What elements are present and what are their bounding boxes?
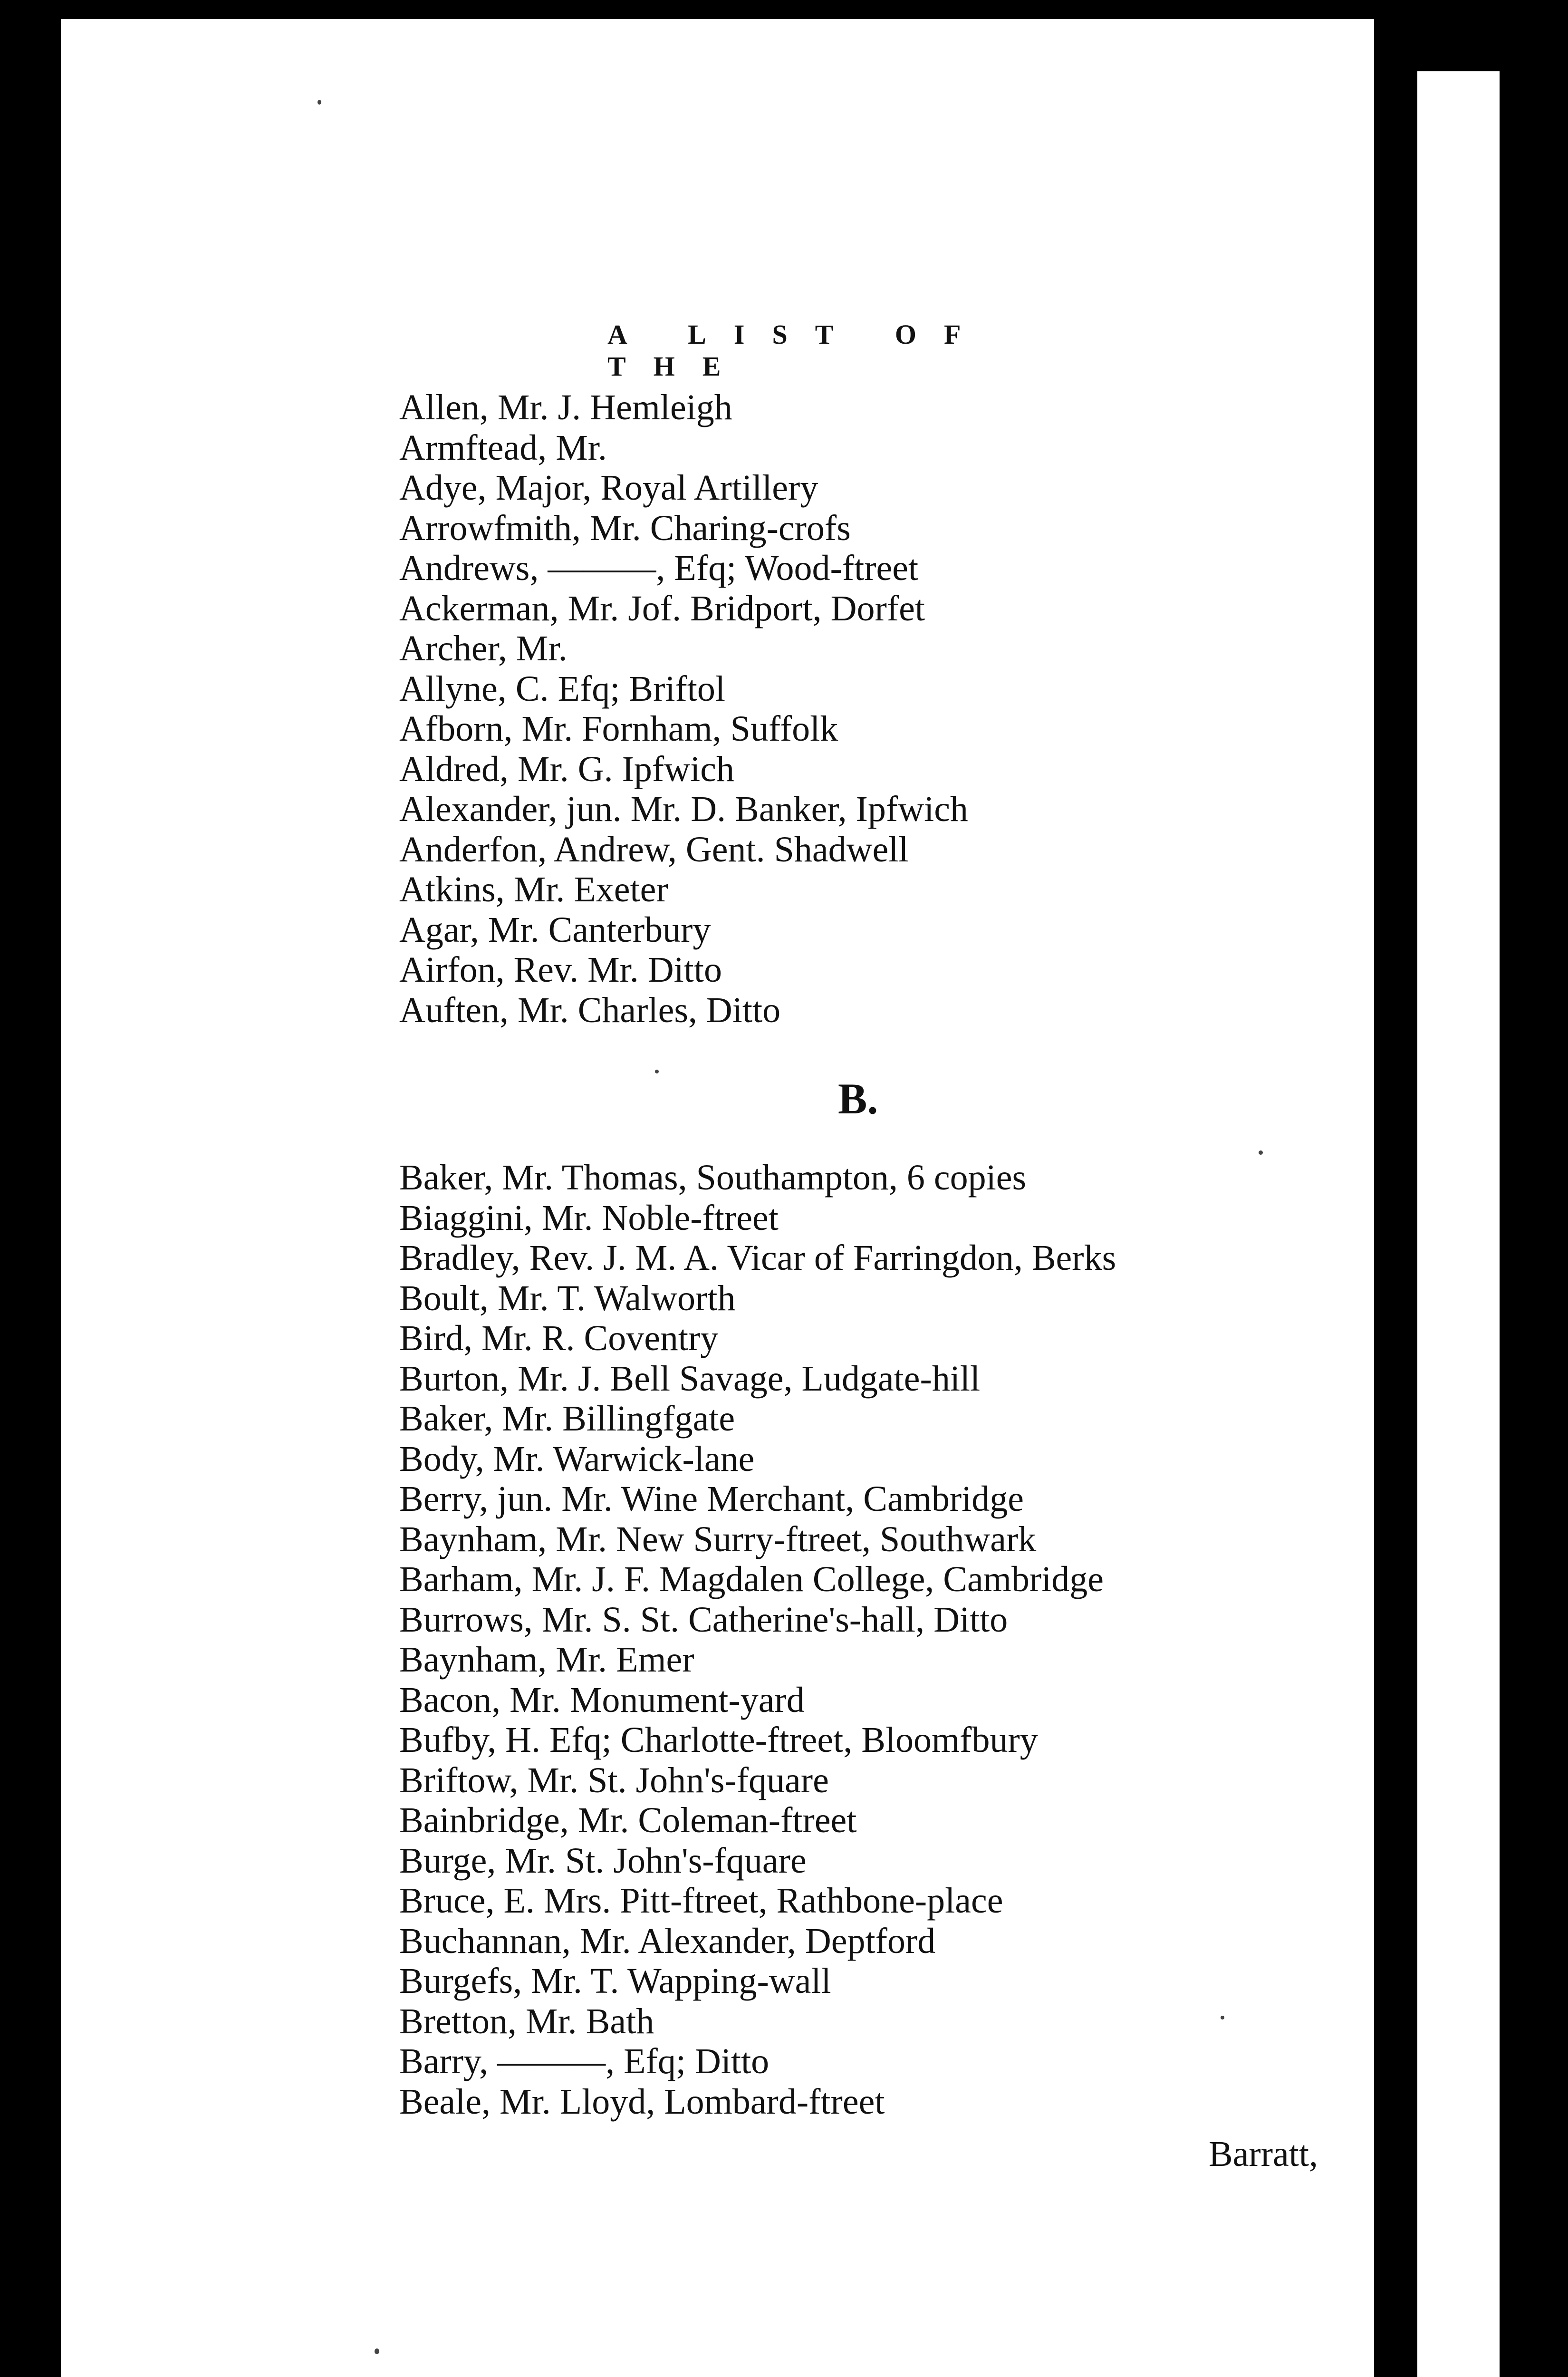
list-entry: Bainbridge, Mr. Coleman-ftreet bbox=[399, 1800, 857, 1840]
list-entry: Burge, Mr. St. John's-fquare bbox=[399, 1840, 807, 1881]
running-head: A LIST OF THE bbox=[607, 319, 988, 382]
ink-speck bbox=[1259, 1150, 1263, 1155]
list-entry: Burrows, Mr. S. St. Catherine's-hall, Ditto bbox=[399, 1599, 1008, 1640]
ink-speck bbox=[655, 1070, 659, 1073]
list-entry: Boult, Mr. T. Walworth bbox=[399, 1278, 736, 1318]
list-entry: Buchannan, Mr. Alexander, Deptford bbox=[399, 1921, 936, 1961]
subscriber-list-b bbox=[399, 1158, 1116, 2122]
list-entry: Beale, Mr. Lloyd, Lombard-ftreet bbox=[399, 2081, 885, 2122]
ink-speck bbox=[375, 2348, 379, 2354]
list-entry: Bufby, H. Efq; Charlotte-ftreet, Bloomfbury bbox=[399, 1720, 1038, 1760]
list-entry: Bradley, Rev. J. M. A. Vicar of Farringdon, Berks bbox=[399, 1238, 1116, 1278]
list-entry: Alexander, jun. Mr. D. Banker, Ipfwich bbox=[399, 789, 968, 829]
list-entry: Anderfon, Andrew, Gent. Shadwell bbox=[399, 829, 909, 870]
adjacent-page-edge bbox=[1417, 71, 1500, 2377]
list-entry: Bacon, Mr. Monument-yard bbox=[399, 1680, 805, 1720]
list-entry: Armftead, Mr. bbox=[399, 427, 607, 468]
list-entry: Body, Mr. Warwick-lane bbox=[399, 1439, 755, 1479]
list-entry: Arrowfmith, Mr. Charing-crofs bbox=[399, 508, 851, 548]
list-entry: Bird, Mr. R. Coventry bbox=[399, 1318, 719, 1358]
list-entry: Atkins, Mr. Exeter bbox=[399, 870, 668, 909]
list-entry: Auften, Mr. Charles, Ditto bbox=[399, 990, 781, 1030]
list-entry: Agar, Mr. Canterbury bbox=[399, 909, 711, 950]
ink-speck bbox=[317, 100, 321, 105]
list-entry: Allen, Mr. J. Hemleigh bbox=[399, 387, 732, 427]
list-entry: Berry, jun. Mr. Wine Merchant, Cambridge bbox=[399, 1479, 1024, 1519]
subscriber-list-a bbox=[399, 387, 968, 1030]
list-entry: Adye, Major, Royal Artillery bbox=[399, 468, 818, 508]
list-entry: Briftow, Mr. St. John's-fquare bbox=[399, 1760, 829, 1800]
list-entry: Andrews, ———, Efq; Wood-ftreet bbox=[399, 548, 919, 588]
list-entry: Biaggini, Mr. Noble-ftreet bbox=[399, 1198, 779, 1238]
list-entry: Baker, Mr. Thomas, Southampton, 6 copies bbox=[399, 1158, 1027, 1198]
list-entry: Archer, Mr. bbox=[399, 628, 568, 668]
book-page bbox=[61, 19, 1374, 2377]
section-heading-b: B. bbox=[838, 1074, 878, 1123]
list-entry: Aldred, Mr. G. Ipfwich bbox=[399, 749, 734, 789]
list-entry: Barham, Mr. J. F. Magdalen College, Cambridge bbox=[399, 1559, 1104, 1599]
list-entry: Burgefs, Mr. T. Wapping-wall bbox=[399, 1961, 831, 2001]
list-entry: Baynham, Mr. Emer bbox=[399, 1640, 694, 1680]
list-entry: Afborn, Mr. Fornham, Suffolk bbox=[399, 709, 838, 749]
list-entry: Baker, Mr. Billingfgate bbox=[399, 1399, 735, 1439]
list-entry: Burton, Mr. J. Bell Savage, Ludgate-hill bbox=[399, 1358, 981, 1399]
list-entry: Allyne, C. Efq; Briftol bbox=[399, 668, 726, 709]
list-entry: Airfon, Rev. Mr. Ditto bbox=[399, 950, 722, 990]
ink-speck bbox=[1221, 2016, 1224, 2019]
list-entry: Barry, ———, Efq; Ditto bbox=[399, 2041, 770, 2081]
list-entry: Baynham, Mr. New Surry-ftreet, Southwark bbox=[399, 1519, 1037, 1559]
catchword: Barratt, bbox=[1209, 2134, 1318, 2174]
list-entry: Ackerman, Mr. Jof. Bridport, Dorfet bbox=[399, 588, 925, 628]
list-entry: Bruce, E. Mrs. Pitt-ftreet, Rathbone-place bbox=[399, 1881, 1003, 1921]
list-entry: Bretton, Mr. Bath bbox=[399, 2001, 654, 2041]
